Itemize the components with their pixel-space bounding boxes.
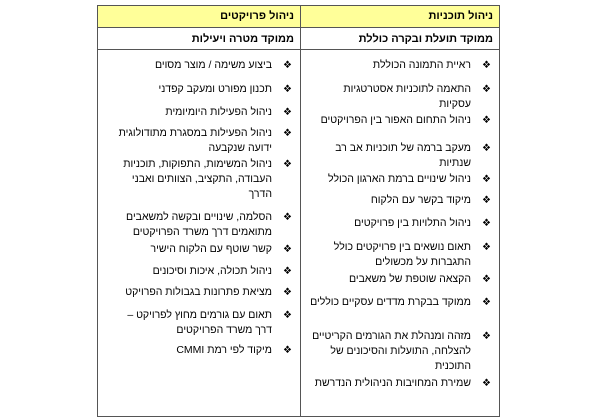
list-item-text: מיקוד בקשר עם הלקוח [370,194,471,206]
list-item-text: ניהול התחום האפור בין הפרויקטים [320,114,471,126]
right-list-item [299,113,499,128]
bullet-icon: ❖ [482,195,491,206]
list-item-text: הקצאה שוטפת של משאבים [349,273,471,285]
left-list-item [98,82,300,97]
bullet-icon: ❖ [482,274,491,285]
list-item-text: ניהול תכולה, איכות וסיכונים [152,265,272,277]
list-item-text: ניהול הפעילות היומיומית [165,106,272,118]
right-list-item [299,295,499,310]
list-item-text: התאמה לתוכניות אסטרטגיות עסקיות [343,83,471,110]
column-subheader-programs: ממוקד תועלת ובקרה כוללת [299,28,499,50]
left-list-item [98,242,300,257]
list-item-text: תאום נושאים בין פרויקטים כולל התגברות על מכשולים [333,241,471,268]
bullet-icon: ❖ [482,378,491,389]
left-list-item [98,343,300,358]
project-management-column [98,6,301,416]
right-list-item [299,240,499,270]
bullet-icon: ❖ [482,242,491,253]
list-item-text: מזהה ומנהלת את הגורמים הקריטיים להצלחה, התועלות והסיכונים של התוכנית [312,330,471,372]
bullet-icon: ❖ [283,212,292,223]
list-item-text: ניהול התלויות בין פרויקטים [354,217,471,229]
column-subheader-projects: ממוקד מטרה ויעילות [98,28,300,50]
left-list-item [98,285,300,300]
bullet-icon: ❖ [283,244,292,255]
left-list-item [98,58,300,73]
bullet-icon: ❖ [482,297,491,308]
bullet-icon: ❖ [283,60,292,71]
right-list-item [299,329,499,374]
left-list-item [98,157,300,202]
right-list-item [299,172,499,187]
list-item-text: תאום עם גורמים מחוץ לפרויקט – דרך משרד הפרויקטים [127,309,272,336]
bullet-icon: ❖ [283,345,292,356]
bullet-icon: ❖ [482,60,491,71]
bullet-icon: ❖ [283,287,292,298]
bullet-icon: ❖ [482,331,491,342]
list-item-text: ביצוע משימה / מוצר מסוים [154,59,272,71]
left-list-item [98,105,300,120]
right-list-item [299,141,499,171]
right-list-item [299,193,499,208]
bullet-icon: ❖ [482,218,491,229]
list-item-text: שמירת המחויבות הניהולית הנדרשת [314,377,471,389]
left-list-item [98,210,300,240]
right-list-item [299,58,499,73]
list-item-text: ממוקד בבקרת מדדים עסקיים כוללים [310,296,471,308]
list-item-text: ניהול המשימות, התפוקות, תוכניות העבודה, התקציב, הצוותים ואבני הדרך [123,158,272,200]
bullet-icon: ❖ [283,107,292,118]
list-item-text: תכנון מפורט ומעקב קפדני [158,83,272,95]
right-list-item [299,376,499,391]
bullet-icon: ❖ [283,84,292,95]
bullet-icon: ❖ [482,115,491,126]
bullet-icon: ❖ [482,84,491,95]
list-item-text: מעקב ברמה של תוכניות אב רב שנתיות [335,142,471,169]
column-header-projects: ניהול פרויקטים [98,6,300,28]
left-list-item [98,126,300,156]
column-header-programs: ניהול תוכניות [299,6,499,28]
list-item-text: מציאת פתרונות בגבולות הפרויקט [125,286,272,298]
bullet-icon: ❖ [283,128,292,139]
left-list-item [98,264,300,279]
bullet-icon: ❖ [283,159,292,170]
right-list-item [299,272,499,287]
left-list-item [98,308,300,338]
list-item-text: הסלמה, שינויים ובקשה למשאבים מתואמים דרך משרד הפרויקטים [126,211,272,238]
list-item-text: ניהול שינויים ברמת הארגון הכולל [328,173,471,185]
list-item-text: ניהול הפעילות במסגרת מתודולוגית ידועה שנקבעה [118,127,272,154]
list-item-text: ראיית התמונה הכוללת [372,59,471,71]
bullet-icon: ❖ [482,143,491,154]
right-list-item [299,216,499,231]
bullet-icon: ❖ [283,310,292,321]
bullet-icon: ❖ [283,266,292,277]
list-item-text: מיקוד לפי רמת CMMI [176,344,272,356]
comparison-table [97,5,500,417]
bullet-icon: ❖ [482,174,491,185]
right-list-item [299,82,499,112]
program-management-column [299,6,499,416]
list-item-text: קשר שוטף עם הלקוח הישיר [150,243,272,255]
